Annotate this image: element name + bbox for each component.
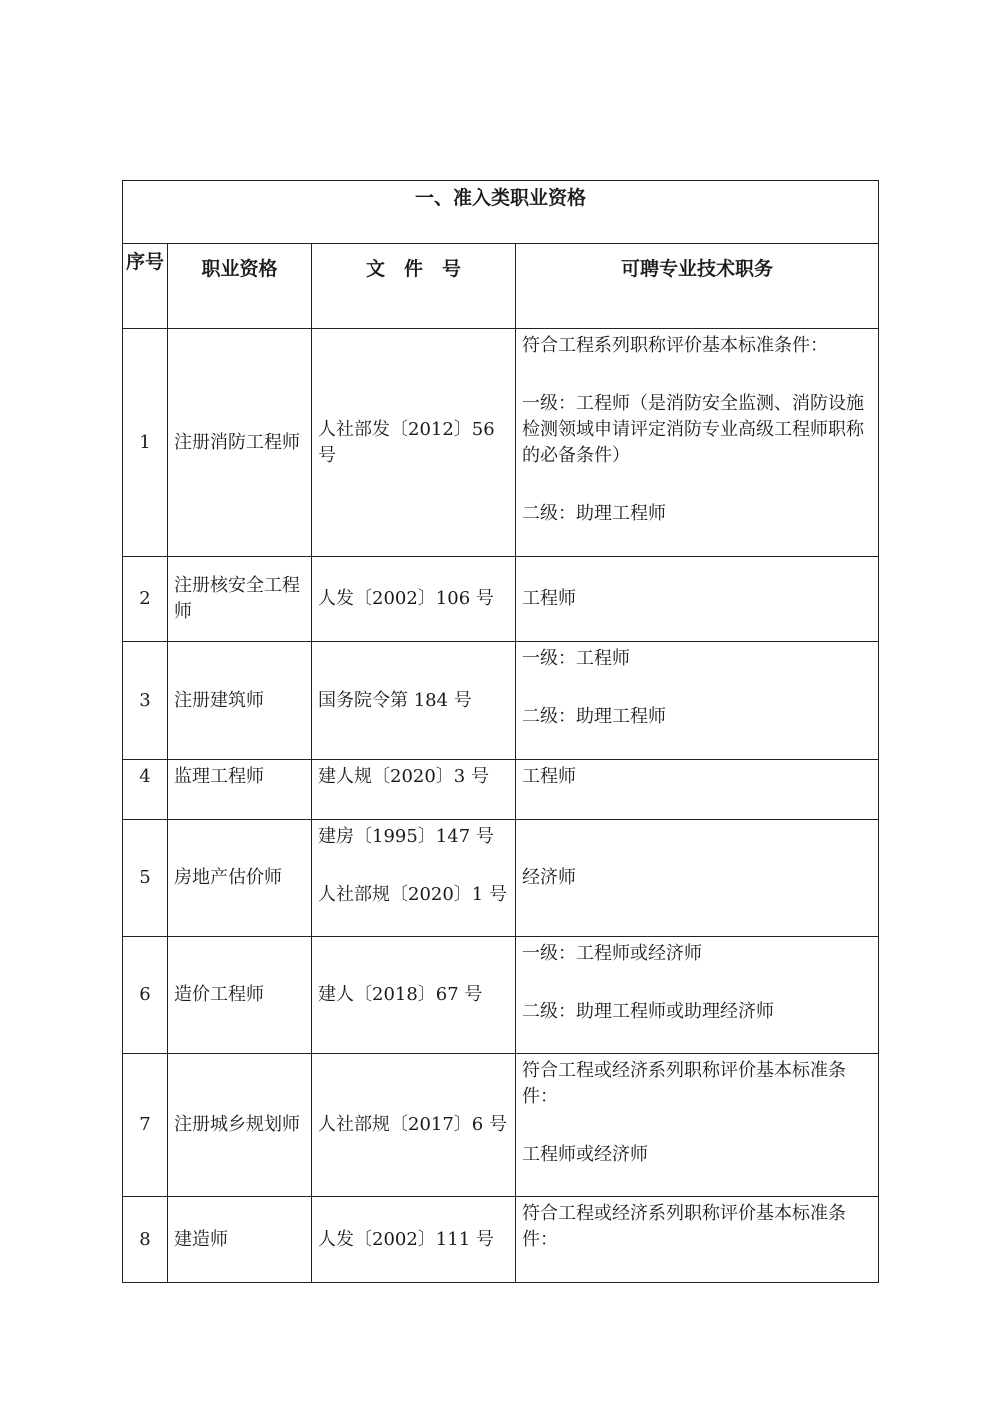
duties-line: 符合工程系列职称评价基本标准条件： (522, 335, 828, 356)
row-seq: 7 (123, 1054, 168, 1197)
row-qualification: 注册城乡规划师 (168, 1054, 312, 1197)
table-row (123, 329, 879, 557)
table-title-row (123, 181, 879, 244)
row-document: 人社部规〔2017〕6 号 (312, 1054, 516, 1197)
row-duties: 符合工程或经济系列职称评价基本标准条件： (516, 1197, 879, 1283)
row-document: 建人〔2018〕67 号 (312, 937, 516, 1054)
row-qualification: 注册核安全工程师 (168, 557, 312, 642)
header-row (123, 244, 879, 329)
table-row (123, 760, 879, 820)
row-duties (516, 1054, 879, 1197)
table-row (123, 937, 879, 1054)
duties-line: 工程师或经济师 (522, 1144, 648, 1165)
table-title: 一、准入类职业资格 (123, 181, 879, 244)
duties-line: 一级：工程师或经济师 (522, 943, 702, 964)
row-qualification: 造价工程师 (168, 937, 312, 1054)
row-duties: 工程师 (516, 760, 879, 820)
header-qualification: 职业资格 (168, 244, 312, 329)
row-qualification: 建造师 (168, 1197, 312, 1283)
duties-line: 一级：工程师 (522, 648, 630, 669)
table-row (123, 1054, 879, 1197)
row-seq: 5 (123, 820, 168, 937)
row-document: 国务院令第 184 号 (312, 642, 516, 760)
row-duties (516, 937, 879, 1054)
row-duties (516, 642, 879, 760)
header-seq: 序号 (123, 244, 168, 329)
row-seq: 8 (123, 1197, 168, 1283)
row-qualification: 注册消防工程师 (168, 329, 312, 557)
row-document: 建人规〔2020〕3 号 (312, 760, 516, 820)
row-qualification: 监理工程师 (168, 760, 312, 820)
row-qualification: 房地产估价师 (168, 820, 312, 937)
qualification-table (122, 180, 879, 1283)
row-document: 人发〔2002〕111 号 (312, 1197, 516, 1283)
row-seq: 3 (123, 642, 168, 760)
row-duties: 工程师 (516, 557, 879, 642)
row-document: 人社部发〔2012〕56号 (312, 329, 516, 557)
row-document (312, 820, 516, 937)
header-duties: 可聘专业技术职务 (516, 244, 879, 329)
duties-line: 符合工程或经济系列职称评价基本标准条件： (522, 1060, 846, 1107)
row-duties: 经济师 (516, 820, 879, 937)
table-row (123, 1197, 879, 1283)
table-row (123, 820, 879, 937)
row-duties (516, 329, 879, 557)
duties-line: 二级：助理工程师 (522, 706, 666, 727)
row-seq: 1 (123, 329, 168, 557)
row-seq: 4 (123, 760, 168, 820)
row-seq: 6 (123, 937, 168, 1054)
row-qualification: 注册建筑师 (168, 642, 312, 760)
row-seq: 2 (123, 557, 168, 642)
table-row (123, 642, 879, 760)
header-document: 文 件 号 (312, 244, 516, 329)
document-line: 人社部规〔2020〕1 号 (318, 884, 507, 905)
duties-line: 二级：助理工程师或助理经济师 (522, 1001, 774, 1022)
duties-line: 一级：工程师（是消防安全监测、消防设施检测领域申请评定消防专业高级工程师职称的必备条件） (522, 393, 864, 466)
duties-line: 二级：助理工程师 (522, 503, 666, 524)
document-line: 建房〔1995〕147 号 (318, 826, 494, 847)
table-row (123, 557, 879, 642)
row-document: 人发〔2002〕106 号 (312, 557, 516, 642)
